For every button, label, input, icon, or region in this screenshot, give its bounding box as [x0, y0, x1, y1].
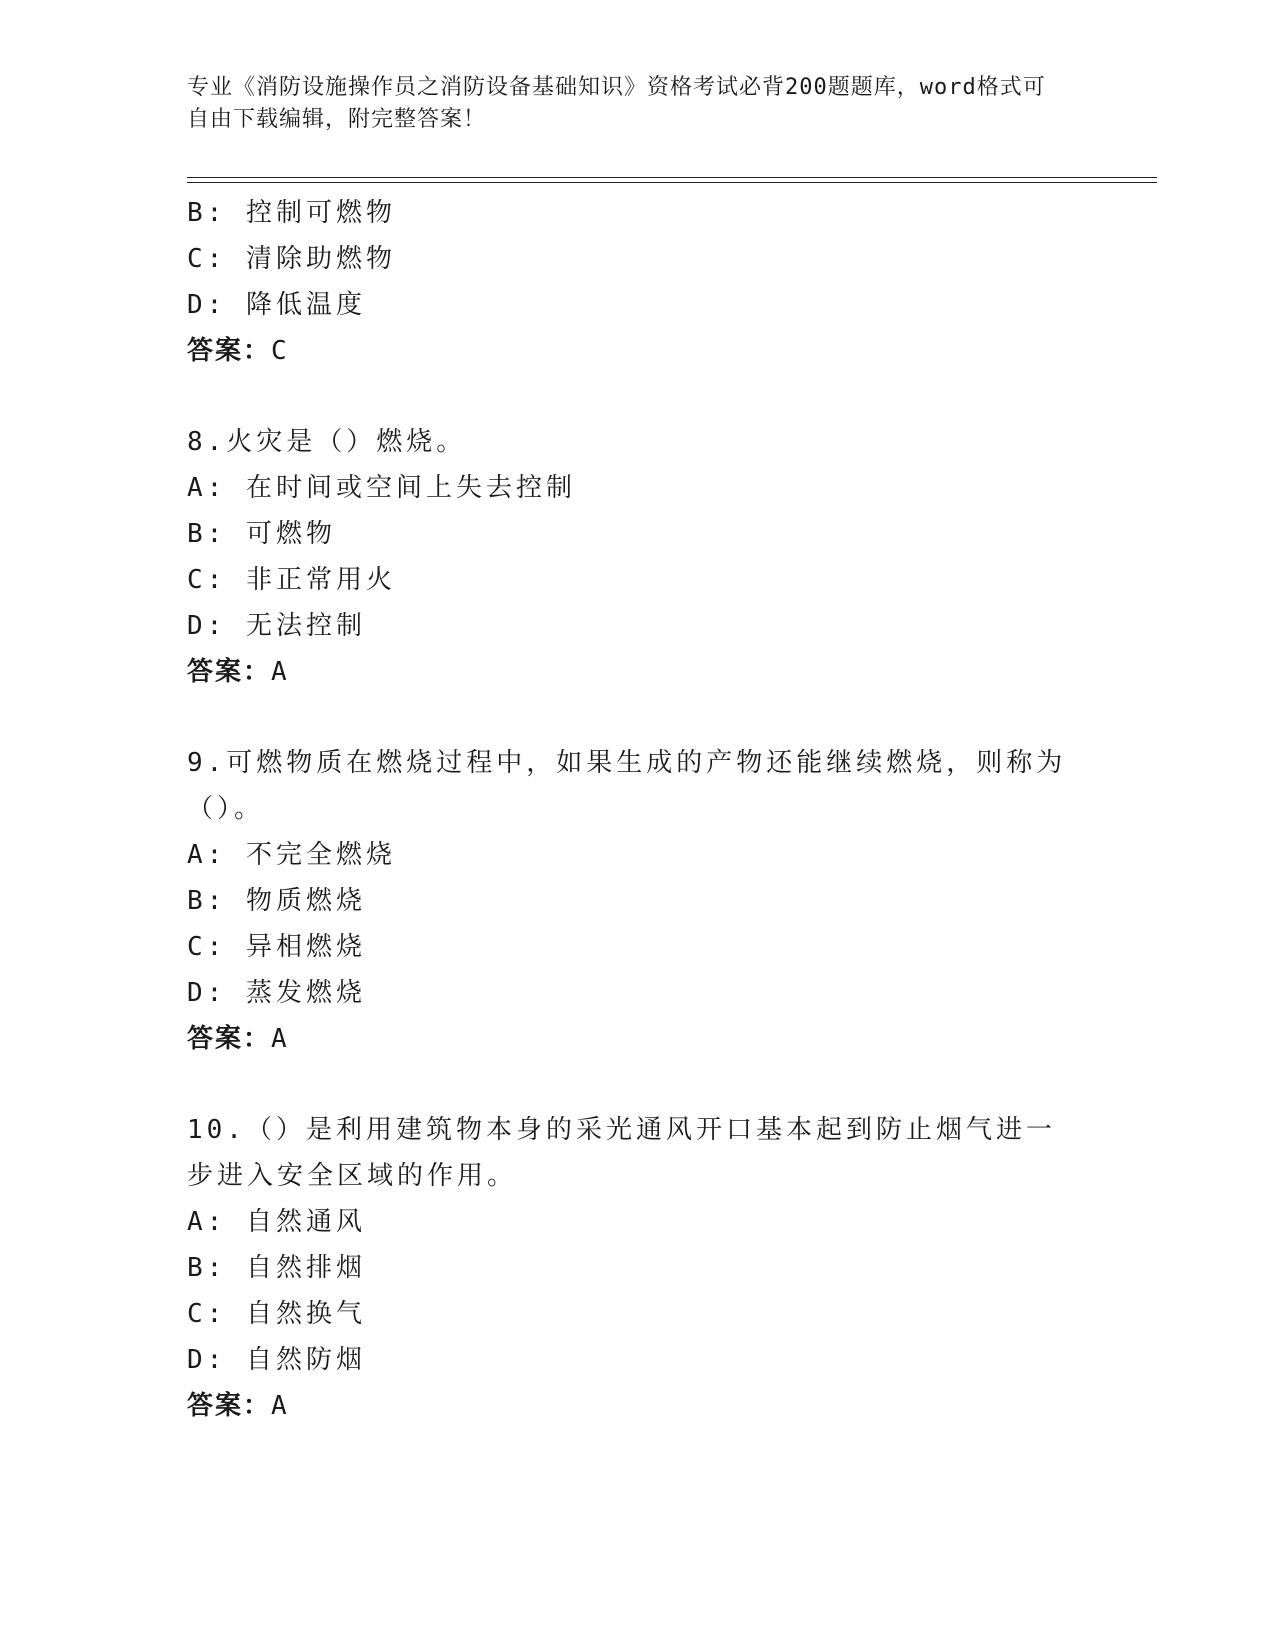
header-divider-bottom	[187, 182, 1157, 183]
answer-line	[187, 649, 1087, 695]
question-stem: 9.可燃物质在燃烧过程中，如果生成的产物还能继续燃烧，则称为（）。	[187, 748, 1067, 824]
answer-label: 答案：	[187, 1391, 272, 1421]
option-b: B: 物质燃烧	[187, 886, 366, 916]
header-divider-top	[187, 177, 1157, 178]
option-d: D: 自然防烟	[187, 1345, 366, 1375]
document-header: 专业《消防设施操作员之消防设备基础知识》资格考试必背200题题库，word格式可自由下载编辑，附完整答案！	[187, 75, 1046, 132]
question-9	[187, 740, 1087, 1062]
option-b: B: 可燃物	[187, 519, 336, 549]
option-d: D: 降低温度	[187, 290, 366, 320]
answer-value: A	[271, 1391, 289, 1421]
answer-label: 答案：	[187, 1024, 272, 1054]
option-a: A: 在时间或空间上失去控制	[187, 473, 576, 503]
question-7-tail	[187, 190, 1087, 374]
answer-value: A	[271, 657, 289, 687]
option-c: C: 清除助燃物	[187, 244, 396, 274]
question-list	[187, 190, 1087, 1429]
question-stem: 8.火灾是（）燃烧。	[187, 427, 467, 457]
option-c: C: 非正常用火	[187, 565, 396, 595]
answer-line	[187, 1016, 1087, 1062]
answer-value: C	[271, 336, 289, 366]
answer-label: 答案：	[187, 657, 272, 687]
question-8	[187, 419, 1087, 695]
option-d: D: 蒸发燃烧	[187, 978, 366, 1008]
question-10	[187, 1107, 1087, 1429]
answer-label: 答案：	[187, 336, 272, 366]
option-b: B: 自然排烟	[187, 1253, 366, 1283]
answer-line	[187, 1383, 1087, 1429]
option-c: C: 自然换气	[187, 1299, 366, 1329]
option-a: A: 不完全燃烧	[187, 840, 396, 870]
question-stem: 10.（）是利用建筑物本身的采光通风开口基本起到防止烟气进一步进入安全区域的作用。	[187, 1115, 1056, 1191]
answer-value: A	[271, 1024, 289, 1054]
option-a: A: 自然通风	[187, 1207, 366, 1237]
option-d: D: 无法控制	[187, 611, 366, 641]
option-b: B: 控制可燃物	[187, 198, 396, 228]
answer-line	[187, 328, 1087, 374]
option-c: C: 异相燃烧	[187, 932, 366, 962]
